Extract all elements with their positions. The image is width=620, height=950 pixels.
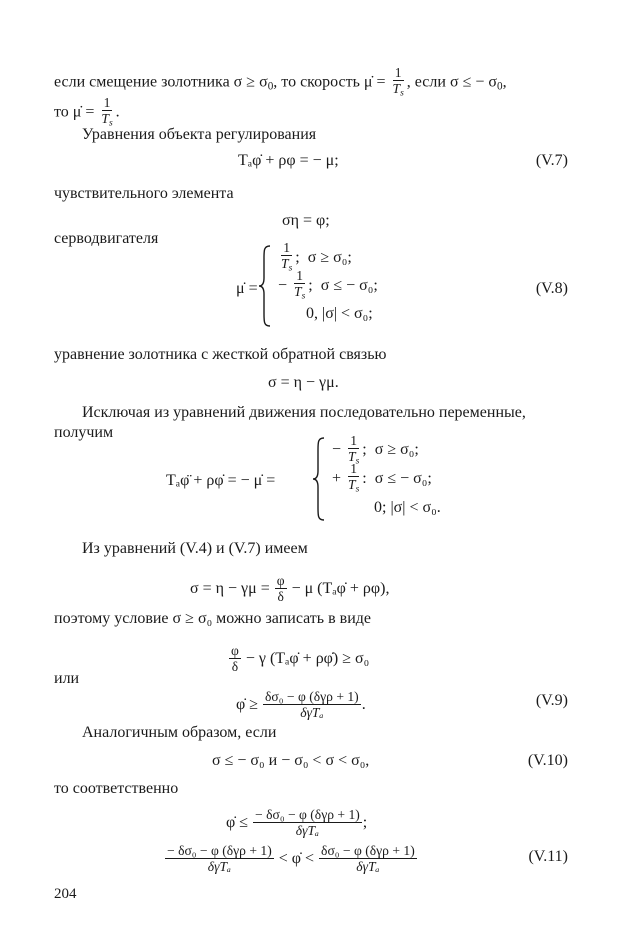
frac-num-b: 1 xyxy=(103,95,111,110)
cases-list-2 xyxy=(326,432,441,522)
case-3: 0, |σ| < σ₀; xyxy=(306,305,373,322)
eqno-v8: (V.8) xyxy=(535,280,568,297)
text-l1b: , то скорость μ̇ = xyxy=(273,73,386,91)
delta-den-2: δ xyxy=(231,659,239,675)
e1-cond: σ ≥ σ₀; xyxy=(374,441,419,459)
u-lhs: φ̇ ≤ xyxy=(226,814,249,832)
cases-list xyxy=(272,240,378,328)
v11-den2: δγTₐ xyxy=(356,859,380,875)
fraction-1-over-Ts xyxy=(391,66,406,100)
mu-dot-lhs: μ̇ = xyxy=(236,280,258,297)
equation-condition xyxy=(228,644,369,675)
fraction-1-over-Ts-b xyxy=(99,96,114,130)
page-number: 204 xyxy=(54,886,77,902)
frac-den-b: T xyxy=(101,111,109,127)
case-2: − $\frac{1}{T_s}$ ; σ ≤ − σ₀; xyxy=(278,268,378,302)
text-line-13: то соответственно xyxy=(54,780,179,797)
text-line-10: поэтому условие σ ≥ σ₀ можно записать в виде xyxy=(54,610,372,627)
phi-num-2: φ xyxy=(231,643,239,658)
equation-v7: Tₐφ̇ + ρφ = − μ; xyxy=(238,152,339,169)
left-brace-2 xyxy=(312,436,326,522)
v9-den: δγTₐ xyxy=(300,705,324,721)
frac-phi-delta xyxy=(275,574,287,605)
e2-cond: σ ≤ − σ₀; xyxy=(374,469,432,487)
text-l1a: если смещение золотника σ ≥ σ xyxy=(54,73,268,91)
v11-num1: − δσ₀ − φ (δγρ + 1) xyxy=(167,843,272,858)
c2-num: 1 xyxy=(296,268,304,284)
eqno-v9: (V.9) xyxy=(535,692,568,709)
frac-den-sub-b: s xyxy=(108,118,113,129)
u-num: − δσ₀ − φ (δγρ + 1) xyxy=(255,807,360,822)
text-line-3: Уравнения объекта регулирования xyxy=(82,126,317,143)
text-line-5: серводвигателя xyxy=(54,230,159,247)
eqno-v11: (V.11) xyxy=(528,848,568,865)
elim-case-3: 0; |σ| < σ₀. xyxy=(374,498,441,516)
sub-zero: 0 xyxy=(267,80,274,93)
text-line-6: уравнение золотника с жесткой обратной связью xyxy=(54,346,387,363)
v11-den1: δγTₐ xyxy=(207,859,231,875)
frac-v9 xyxy=(263,690,361,721)
e2-den: T xyxy=(348,477,356,493)
case-1: $\frac{1}{T_s}$ ; σ ≥ σ₀; xyxy=(281,240,352,274)
delta-den: δ xyxy=(277,589,284,605)
phi-num: φ xyxy=(276,573,285,588)
elim-case-2: + $\frac{1}{T_s}$ : σ ≤ − σ₀; xyxy=(332,461,432,495)
equation-upper: φ̇ ≤ $\frac{\text{− δσ₀ − φ (δγρ + 1)}}{\text{δγTₐ}}$ ; xyxy=(226,807,368,839)
text-line-9: Из уравнений (V.4) и (V.7) имеем xyxy=(82,540,308,557)
text-line-7: Исключая из уравнений движения последовательно переменные, xyxy=(82,404,526,421)
text-line-8: получим xyxy=(54,424,114,441)
sigma-b: − μ (Tₐφ̇ + ρφ), xyxy=(291,580,390,598)
v11-num2: δσ₀ − φ (δγρ + 1) xyxy=(321,843,415,858)
c1-den-sub: s xyxy=(288,263,293,274)
text-line-11: или xyxy=(54,670,80,687)
text-line-4: чувствительного элемента xyxy=(54,185,234,202)
c2-den: T xyxy=(294,284,302,300)
frac-den: T xyxy=(392,81,401,97)
left-brace xyxy=(258,244,272,328)
text-line-12: Аналогичным образом, если xyxy=(82,724,277,741)
frac-v11-right xyxy=(319,844,417,875)
cases-v8 xyxy=(258,240,378,328)
cases-elim xyxy=(312,432,441,522)
text-line-1: если смещение золотника $\sigma \ge \sigma_0$, то скорость μ̇ = $\frac{1}{T_s}$ , если σ ≤ − $\sigma_0$, xyxy=(54,65,507,99)
sigma-a: σ = η − γμ = xyxy=(190,580,270,598)
equation-sensitive: ση = φ; xyxy=(282,212,330,229)
c1-cond: σ ≥ σ₀; xyxy=(307,249,352,266)
equation-sigma xyxy=(190,574,389,605)
equation-v10: σ ≤ − σ₀ и − σ₀ < σ < σ₀, xyxy=(212,752,370,769)
e1-num: 1 xyxy=(350,432,358,448)
c1-den: T xyxy=(281,256,289,272)
c2-den-sub: s xyxy=(301,291,306,302)
c1-num: 1 xyxy=(283,240,291,256)
text-l2a: то μ̇ = xyxy=(54,103,95,121)
cond-b: − γ (Tₐφ̇ + ρφ̇) ≥ σ₀ xyxy=(245,650,370,668)
v9-num: δσ₀ − φ (δγρ + 1) xyxy=(265,689,359,704)
frac-den-sub: s xyxy=(400,88,404,99)
e2-den-sub: s xyxy=(355,484,360,495)
text-line-2: то μ̇ = $\frac{1}{T_s}$ . xyxy=(54,95,120,129)
frac-u xyxy=(253,808,362,839)
equation-v11 xyxy=(164,844,418,875)
c2-cond: σ ≤ − σ₀; xyxy=(320,277,378,294)
u-den: δγTₐ xyxy=(295,823,319,839)
text-l1c: , если σ ≤ − σ xyxy=(406,73,497,91)
eqno-v10: (V.10) xyxy=(527,752,568,769)
e2-num: 1 xyxy=(350,461,358,477)
frac-num: 1 xyxy=(394,65,402,80)
v9-lhs: φ̇ ≥ xyxy=(236,696,259,714)
equation-v9: φ̇ ≥ $\frac{\text{δσ₀ − φ (δγρ + 1)}}{\text{δγTₐ}}$ . xyxy=(236,689,366,721)
frac-phi-delta-2 xyxy=(229,644,241,675)
e1-den-sub: s xyxy=(355,456,360,467)
e1-den: T xyxy=(348,448,356,464)
equation-valve: σ = η − γμ. xyxy=(268,374,339,391)
eqno-v7: (V.7) xyxy=(535,152,568,169)
elim-lhs: Tₐφ̈ + ρφ̇ = − μ̇ = xyxy=(166,472,276,489)
frac-v11-left xyxy=(165,844,274,875)
elim-case-1: − $\frac{1}{T_s}$ ; σ ≥ σ₀; xyxy=(332,432,419,467)
sub-zero-2: 0 xyxy=(497,80,503,93)
v11-mid: < φ̇ < xyxy=(278,850,315,868)
